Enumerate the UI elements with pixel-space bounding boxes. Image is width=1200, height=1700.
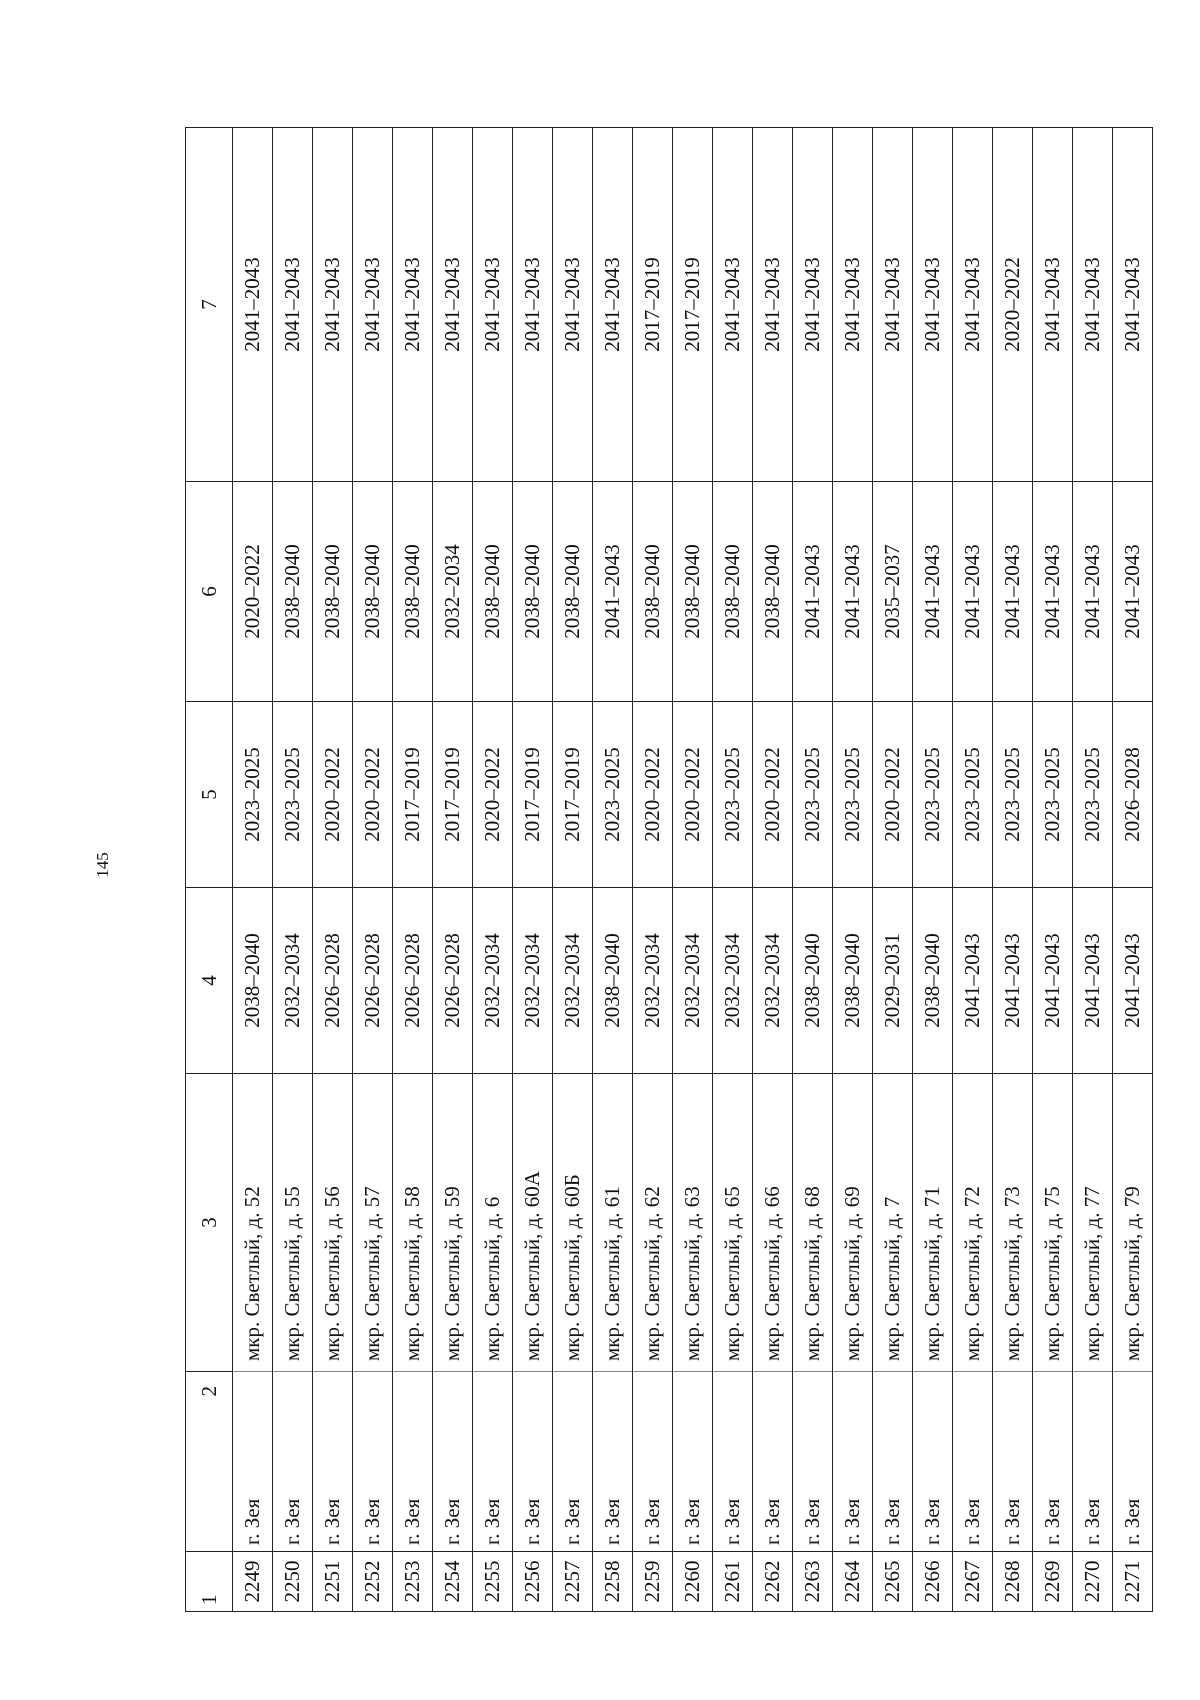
table-row [593, 128, 633, 1612]
period-cell: 2041–2043 [793, 128, 833, 482]
address-cell: мкр. Светлый, д. 65 [713, 1074, 753, 1372]
period-cell: 2026–2028 [393, 888, 433, 1074]
period-cell: 2041–2043 [1073, 128, 1113, 482]
period-cell: 2041–2043 [233, 128, 273, 482]
table-row [833, 128, 873, 1612]
period-cell: 2020–2022 [353, 702, 393, 888]
period-cell: 2023–2025 [1033, 702, 1073, 888]
row-number-cell: 2249 [233, 1552, 273, 1612]
period-cell: 2038–2040 [633, 482, 673, 702]
row-number-cell: 2268 [993, 1552, 1033, 1612]
city-cell: г. Зея [993, 1372, 1033, 1552]
period-cell: 2020–2022 [753, 702, 793, 888]
table-header-row [186, 128, 233, 1612]
address-cell: мкр. Светлый, д. 63 [673, 1074, 713, 1372]
address-cell: мкр. Светлый, д. 56 [313, 1074, 353, 1372]
city-cell: г. Зея [833, 1372, 873, 1552]
period-cell: 2020–2022 [993, 128, 1033, 482]
city-cell: г. Зея [713, 1372, 753, 1552]
city-cell: г. Зея [233, 1372, 273, 1552]
period-cell: 2026–2028 [1113, 702, 1153, 888]
period-cell: 2041–2043 [833, 482, 873, 702]
table-row [753, 128, 793, 1612]
period-cell: 2041–2043 [1033, 888, 1073, 1074]
period-cell: 2041–2043 [873, 128, 913, 482]
column-header: 5 [186, 702, 233, 888]
row-number-cell: 2254 [433, 1552, 473, 1612]
period-cell: 2017–2019 [553, 702, 593, 888]
table-row [233, 128, 273, 1612]
address-cell: мкр. Светлый, д. 75 [1033, 1074, 1073, 1372]
column-header: 3 [186, 1074, 233, 1372]
city-cell: г. Зея [273, 1372, 313, 1552]
period-cell: 2017–2019 [633, 128, 673, 482]
period-cell: 2041–2043 [353, 128, 393, 482]
period-cell: 2041–2043 [713, 128, 753, 482]
city-cell: г. Зея [953, 1372, 993, 1552]
address-cell: мкр. Светлый, д. 7 [873, 1074, 913, 1372]
table-body [233, 128, 1153, 1612]
page-number: 145 [93, 852, 112, 878]
period-cell: 2032–2034 [473, 888, 513, 1074]
period-cell: 2032–2034 [553, 888, 593, 1074]
column-header: 6 [186, 482, 233, 702]
period-cell: 2041–2043 [1113, 888, 1153, 1074]
period-cell: 2038–2040 [793, 888, 833, 1074]
period-cell: 2041–2043 [513, 128, 553, 482]
row-number-cell: 2253 [393, 1552, 433, 1612]
period-cell: 2041–2043 [793, 482, 833, 702]
table-row [673, 128, 713, 1612]
table-row [393, 128, 433, 1612]
city-cell: г. Зея [753, 1372, 793, 1552]
row-number-cell: 2261 [713, 1552, 753, 1612]
period-cell: 2038–2040 [513, 482, 553, 702]
period-cell: 2041–2043 [393, 128, 433, 482]
address-cell: мкр. Светлый, д. 57 [353, 1074, 393, 1372]
period-cell: 2041–2043 [913, 128, 953, 482]
address-cell: мкр. Светлый, д. 61 [593, 1074, 633, 1372]
period-cell: 2041–2043 [433, 128, 473, 482]
period-cell: 2023–2025 [953, 702, 993, 888]
table-row [1113, 128, 1153, 1612]
period-cell: 2038–2040 [673, 482, 713, 702]
period-cell: 2026–2028 [433, 888, 473, 1074]
period-cell: 2041–2043 [1113, 482, 1153, 702]
column-header: 1 [186, 1552, 233, 1612]
period-cell: 2023–2025 [833, 702, 873, 888]
row-number-cell: 2264 [833, 1552, 873, 1612]
address-cell: мкр. Светлый, д. 68 [793, 1074, 833, 1372]
period-cell: 2023–2025 [713, 702, 753, 888]
period-cell: 2032–2034 [713, 888, 753, 1074]
row-number-cell: 2258 [593, 1552, 633, 1612]
period-cell: 2035–2037 [873, 482, 913, 702]
address-cell: мкр. Светлый, д. 6 [473, 1074, 513, 1372]
period-cell: 2020–2022 [673, 702, 713, 888]
period-cell: 2041–2043 [833, 128, 873, 482]
city-cell: г. Зея [593, 1372, 633, 1552]
row-number-cell: 2266 [913, 1552, 953, 1612]
address-cell: мкр. Светлый, д. 77 [1073, 1074, 1113, 1372]
city-cell: г. Зея [393, 1372, 433, 1552]
period-cell: 2017–2019 [433, 702, 473, 888]
table-row [913, 128, 953, 1612]
period-cell: 2041–2043 [1073, 482, 1113, 702]
row-number-cell: 2252 [353, 1552, 393, 1612]
period-cell: 2038–2040 [553, 482, 593, 702]
table-row [353, 128, 393, 1612]
row-number-cell: 2256 [513, 1552, 553, 1612]
period-cell: 2041–2043 [1073, 888, 1113, 1074]
period-cell: 2041–2043 [593, 128, 633, 482]
city-cell: г. Зея [433, 1372, 473, 1552]
period-cell: 2038–2040 [713, 482, 753, 702]
period-cell: 2038–2040 [913, 888, 953, 1074]
table-row [633, 128, 673, 1612]
period-cell: 2020–2022 [233, 482, 273, 702]
period-cell: 2032–2034 [513, 888, 553, 1074]
address-cell: мкр. Светлый, д. 66 [753, 1074, 793, 1372]
table-row [513, 128, 553, 1612]
period-cell: 2041–2043 [593, 482, 633, 702]
table-row [873, 128, 913, 1612]
period-cell: 2041–2043 [993, 482, 1033, 702]
address-cell: мкр. Светлый, д. 58 [393, 1074, 433, 1372]
period-cell: 2041–2043 [1033, 482, 1073, 702]
period-cell: 2038–2040 [273, 482, 313, 702]
period-cell: 2041–2043 [953, 888, 993, 1074]
period-cell: 2029–2031 [873, 888, 913, 1074]
period-cell: 2032–2034 [753, 888, 793, 1074]
city-cell: г. Зея [1073, 1372, 1113, 1552]
table-row [793, 128, 833, 1612]
period-cell: 2038–2040 [313, 482, 353, 702]
period-cell: 2032–2034 [633, 888, 673, 1074]
period-cell: 2020–2022 [473, 702, 513, 888]
city-cell: г. Зея [513, 1372, 553, 1552]
period-cell: 2038–2040 [593, 888, 633, 1074]
period-cell: 2041–2043 [993, 888, 1033, 1074]
address-cell: мкр. Светлый, д. 62 [633, 1074, 673, 1372]
row-number-cell: 2260 [673, 1552, 713, 1612]
period-cell: 2023–2025 [993, 702, 1033, 888]
period-cell: 2038–2040 [353, 482, 393, 702]
period-cell: 2038–2040 [393, 482, 433, 702]
period-cell: 2038–2040 [833, 888, 873, 1074]
city-cell: г. Зея [633, 1372, 673, 1552]
period-cell: 2041–2043 [913, 482, 953, 702]
period-cell: 2023–2025 [593, 702, 633, 888]
table-row [953, 128, 993, 1612]
period-cell: 2041–2043 [473, 128, 513, 482]
address-cell: мкр. Светлый, д. 55 [273, 1074, 313, 1372]
address-cell: мкр. Светлый, д. 69 [833, 1074, 873, 1372]
period-cell: 2017–2019 [513, 702, 553, 888]
period-cell: 2032–2034 [673, 888, 713, 1074]
table-row [1073, 128, 1113, 1612]
city-cell: г. Зея [553, 1372, 593, 1552]
city-cell: г. Зея [353, 1372, 393, 1552]
rotated-table-container [185, 128, 1152, 1612]
period-cell: 2041–2043 [953, 482, 993, 702]
period-cell: 2041–2043 [953, 128, 993, 482]
address-cell: мкр. Светлый, д. 60А [513, 1074, 553, 1372]
period-cell: 2038–2040 [233, 888, 273, 1074]
period-cell: 2020–2022 [633, 702, 673, 888]
address-cell: мкр. Светлый, д. 71 [913, 1074, 953, 1372]
period-cell: 2017–2019 [393, 702, 433, 888]
row-number-cell: 2263 [793, 1552, 833, 1612]
table-row [473, 128, 513, 1612]
data-table [185, 127, 1153, 1612]
period-cell: 2020–2022 [313, 702, 353, 888]
column-header: 7 [186, 128, 233, 482]
table-row [993, 128, 1033, 1612]
period-cell: 2023–2025 [233, 702, 273, 888]
period-cell: 2041–2043 [753, 128, 793, 482]
row-number-cell: 2269 [1033, 1552, 1073, 1612]
period-cell: 2023–2025 [913, 702, 953, 888]
city-cell: г. Зея [793, 1372, 833, 1552]
period-cell: 2032–2034 [433, 482, 473, 702]
address-cell: мкр. Светлый, д. 60Б [553, 1074, 593, 1372]
city-cell: г. Зея [873, 1372, 913, 1552]
period-cell: 2023–2025 [793, 702, 833, 888]
period-cell: 2041–2043 [553, 128, 593, 482]
column-header: 2 [186, 1372, 233, 1552]
period-cell: 2032–2034 [273, 888, 313, 1074]
period-cell: 2041–2043 [1033, 128, 1073, 482]
table-row [713, 128, 753, 1612]
period-cell: 2041–2043 [313, 128, 353, 482]
period-cell: 2038–2040 [473, 482, 513, 702]
row-number-cell: 2262 [753, 1552, 793, 1612]
period-cell: 2041–2043 [1113, 128, 1153, 482]
period-cell: 2026–2028 [353, 888, 393, 1074]
row-number-cell: 2259 [633, 1552, 673, 1612]
period-cell: 2026–2028 [313, 888, 353, 1074]
city-cell: г. Зея [313, 1372, 353, 1552]
row-number-cell: 2270 [1073, 1552, 1113, 1612]
address-cell: мкр. Светлый, д. 72 [953, 1074, 993, 1372]
period-cell: 2017–2019 [673, 128, 713, 482]
row-number-cell: 2265 [873, 1552, 913, 1612]
period-cell: 2023–2025 [273, 702, 313, 888]
city-cell: г. Зея [913, 1372, 953, 1552]
table-row [553, 128, 593, 1612]
city-cell: г. Зея [1113, 1372, 1153, 1552]
city-cell: г. Зея [473, 1372, 513, 1552]
table-row [273, 128, 313, 1612]
address-cell: мкр. Светлый, д. 59 [433, 1074, 473, 1372]
row-number-cell: 2257 [553, 1552, 593, 1612]
period-cell: 2023–2025 [1073, 702, 1113, 888]
row-number-cell: 2250 [273, 1552, 313, 1612]
row-number-cell: 2251 [313, 1552, 353, 1612]
column-header: 4 [186, 888, 233, 1074]
period-cell: 2020–2022 [873, 702, 913, 888]
row-number-cell: 2255 [473, 1552, 513, 1612]
row-number-cell: 2271 [1113, 1552, 1153, 1612]
table-row [1033, 128, 1073, 1612]
period-cell: 2041–2043 [273, 128, 313, 482]
address-cell: мкр. Светлый, д. 79 [1113, 1074, 1153, 1372]
address-cell: мкр. Светлый, д. 52 [233, 1074, 273, 1372]
table-row [313, 128, 353, 1612]
table-row [433, 128, 473, 1612]
city-cell: г. Зея [1033, 1372, 1073, 1552]
period-cell: 2038–2040 [753, 482, 793, 702]
address-cell: мкр. Светлый, д. 73 [993, 1074, 1033, 1372]
row-number-cell: 2267 [953, 1552, 993, 1612]
city-cell: г. Зея [673, 1372, 713, 1552]
